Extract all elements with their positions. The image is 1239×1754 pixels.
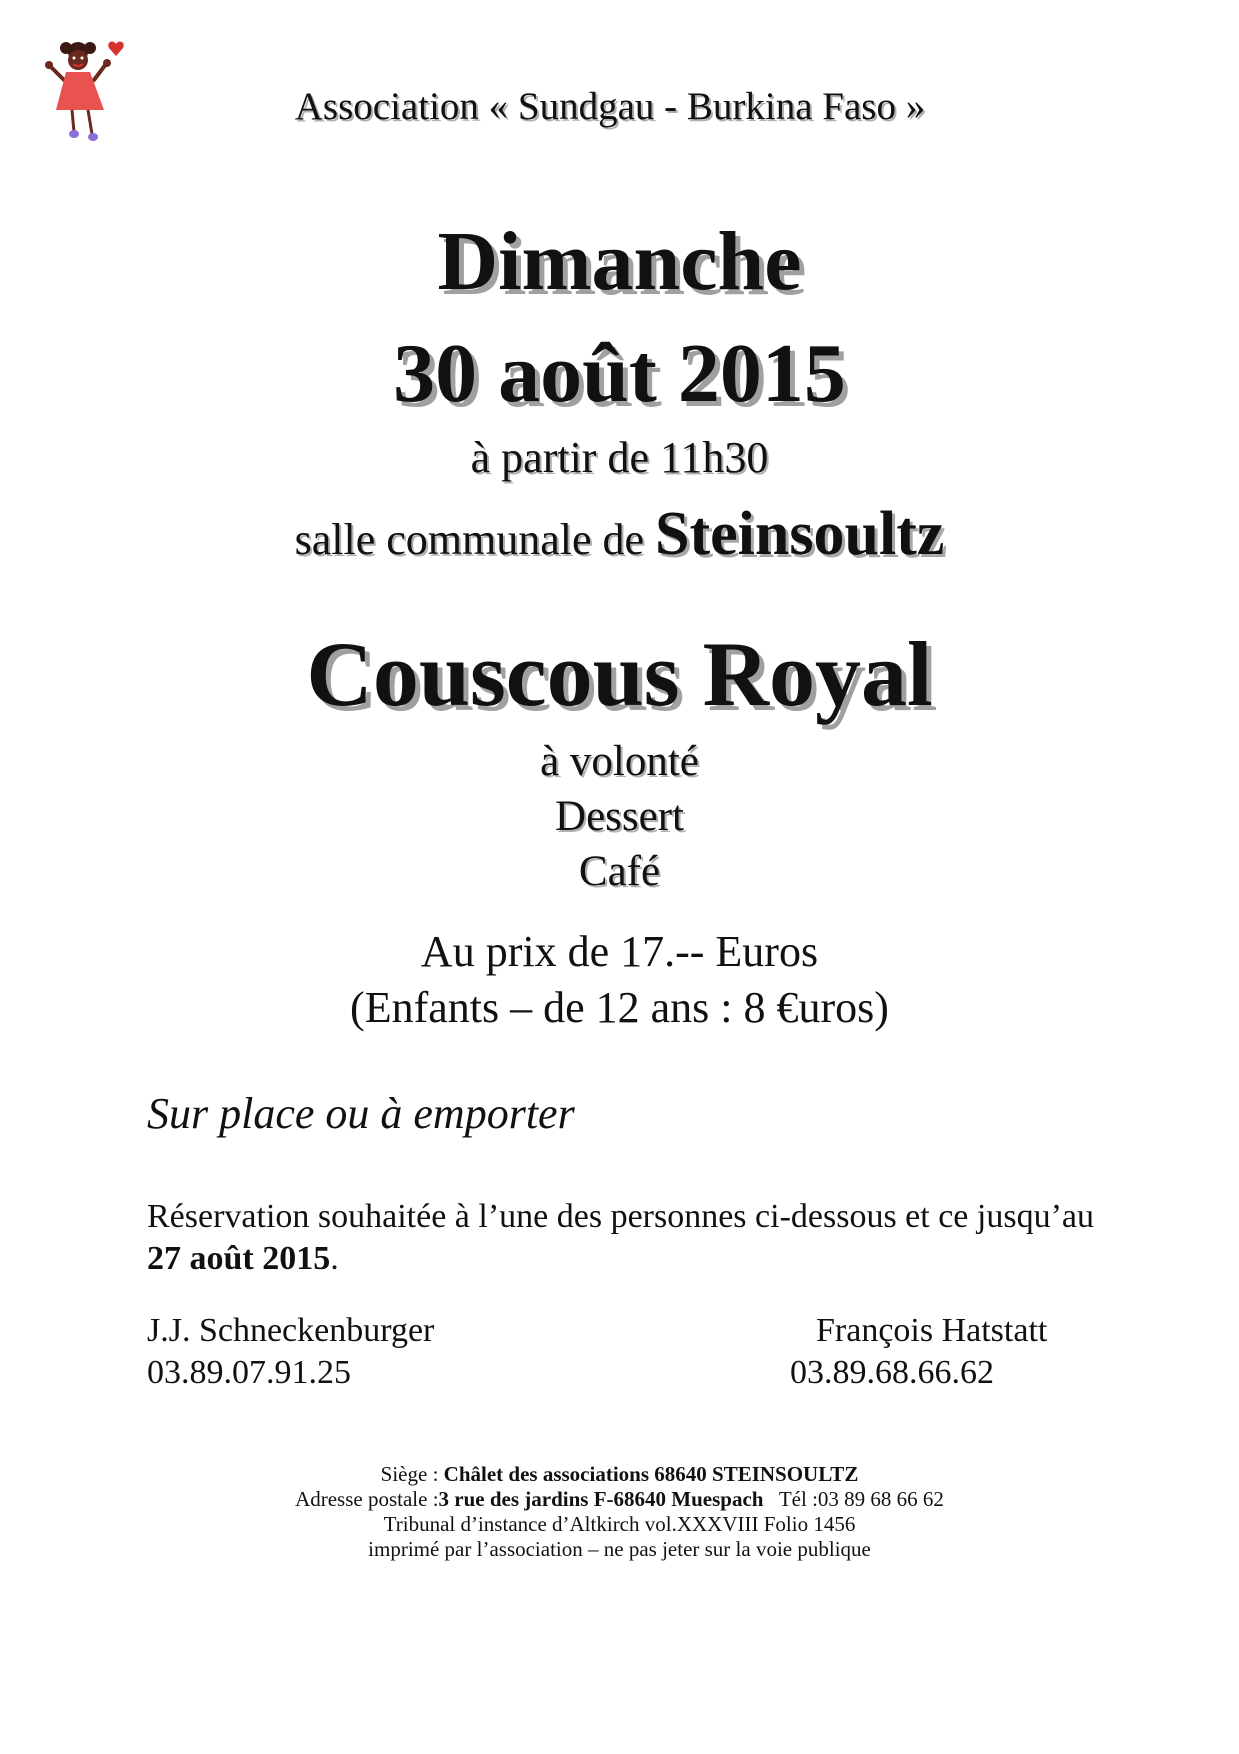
footer-notice: imprimé par l’association – ne pas jeter sur la voie publique [368, 1537, 871, 1561]
contact-name: François Hatstatt [816, 1312, 1048, 1349]
event-day: Dimanche [437, 215, 802, 308]
footer-tel: Tél :03 89 68 66 62 [778, 1487, 944, 1511]
reservation-note [147, 1196, 1107, 1280]
dancing-girl-logo-icon [42, 36, 132, 166]
address-value: 3 rue des jardins F-68640 Muespach [438, 1487, 764, 1511]
contact-card [790, 1310, 1047, 1394]
venue-place: Steinsoultz [655, 500, 945, 568]
takeaway-note: Sur place ou à emporter [147, 1089, 575, 1138]
menu-items [0, 734, 1239, 899]
menu-item: Café [578, 848, 661, 895]
menu-title: Couscous Royal [306, 623, 933, 725]
venue-prefix: salle communale de [294, 515, 645, 564]
contact-name: J.J. Schneckenburger [147, 1312, 435, 1349]
siege-value: Châlet des associations 68640 STEINSOULTZ [443, 1462, 859, 1486]
address-label: Adresse postale : [295, 1487, 439, 1511]
footer-tribunal: Tribunal d’instance d’Altkirch vol.XXXVIII Folio 1456 [383, 1512, 856, 1536]
contact-phone: 03.89.07.91.25 [147, 1354, 351, 1391]
menu-item: Dessert [555, 793, 684, 840]
menu-item: à volonté [540, 738, 699, 785]
event-date: 30 août 2015 [393, 327, 846, 420]
footer [0, 1462, 1239, 1562]
child-price: (Enfants – de 12 ans : 8 €uros) [350, 983, 889, 1032]
footer-siege [0, 1462, 1239, 1487]
event-time: à partir de 11h30 [470, 433, 769, 482]
event-venue [0, 500, 1239, 568]
association-name: Association « Sundgau - Burkina Faso » [294, 85, 926, 128]
reservation-text: Réservation souhaitée à l’une des personnes ci-dessous et ce jusqu’au [147, 1198, 1094, 1235]
contact-phone: 03.89.68.66.62 [790, 1354, 994, 1391]
footer-address [0, 1487, 1239, 1512]
price-block [0, 924, 1239, 1036]
siege-label: Siège : [380, 1462, 439, 1486]
reservation-end: . [330, 1240, 339, 1277]
adult-price: Au prix de 17.-- Euros [420, 927, 819, 976]
reservation-deadline: 27 août 2015 [147, 1240, 331, 1277]
contact-card [147, 1310, 434, 1394]
